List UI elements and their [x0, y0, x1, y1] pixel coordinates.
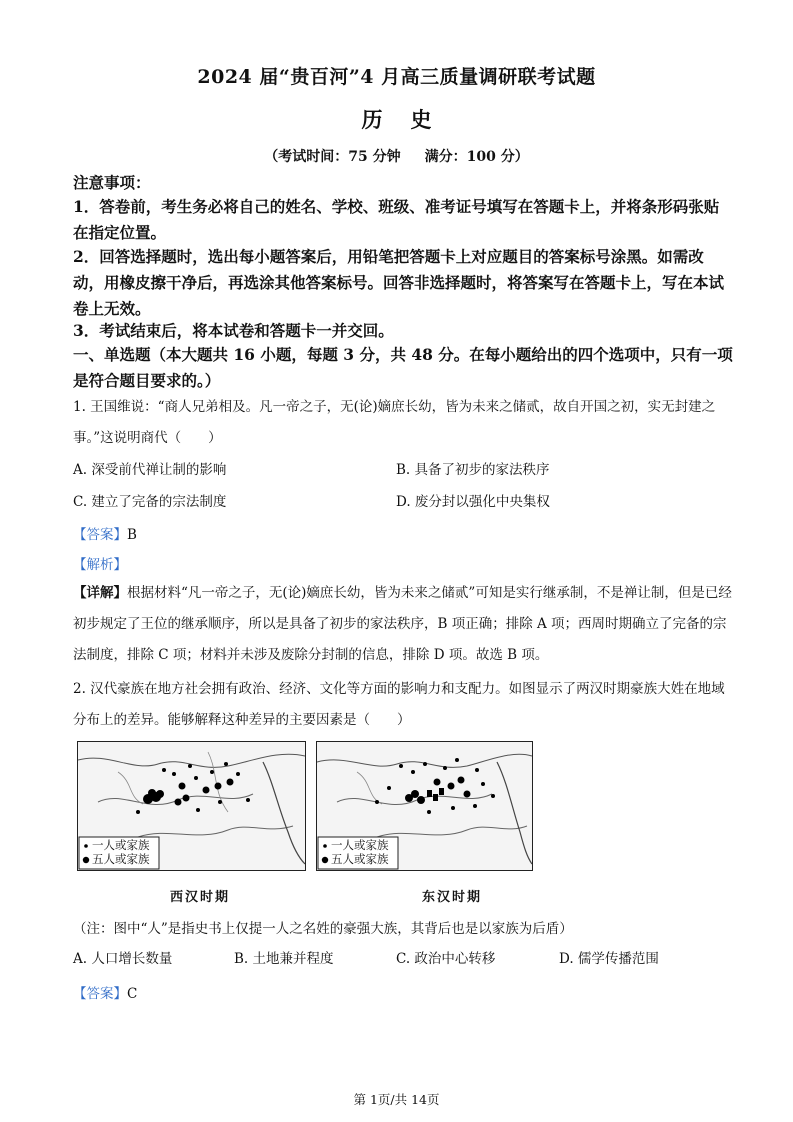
q2-option-d: D. 儒学传播范围 — [559, 951, 659, 967]
q2-option-c: C. 政治中心转移 — [396, 951, 496, 967]
q1-option-a: A. 深受前代禅让制的影响 — [73, 462, 227, 478]
q2-stem: 2. 汉代豪族在地方社会拥有政治、经济、文化等方面的影响力和支配力。如图显示了两汉时期豪族大姓在地域分布上的差异。能够解释这种差异的主要因素是（ ） — [73, 681, 725, 728]
map-west-legend — [92, 838, 150, 866]
map-west-caption: 西汉时期 — [170, 890, 231, 905]
map-eastern-han — [316, 741, 533, 871]
subject-char-2: 史 — [410, 107, 432, 132]
legend-five-persons: 五人或家族 — [92, 852, 150, 866]
legend-five-persons: 五人或家族 — [331, 852, 389, 866]
answer-label: 【答案】 — [73, 986, 127, 1002]
page-number: 第 1页/共 14页 — [353, 1092, 440, 1107]
subject-title — [0, 104, 793, 134]
notice-item-1: 1．答卷前，考生务必将自己的姓名、学校、班级、准考证号填写在答题卡上，并将条形码张贴在指定位置。 — [73, 197, 720, 242]
answer-label: 【答案】 — [73, 527, 127, 543]
detail-text: 根据材料“凡一帝之子，无(论)嫡庶长幼，皆为未来之储贰”可知是实行继承制，不是禅让制，但是已经初步规定了王位的继承顺序，所以是具备了初步的家法秩序，B 项正确；排除 A 项；西周时期确立了完备的宗法制度，排除 C 项；材料并未涉及废除分封制的信息，排除 D 项。故选 B 项。 — [73, 585, 732, 663]
map-east-caption: 东汉时期 — [422, 890, 483, 905]
answer-value: C — [127, 986, 138, 1002]
q1-detail — [73, 578, 733, 671]
q2-option-a: A. 人口增长数量 — [73, 951, 173, 967]
legend-one-person: 一人或家族 — [331, 838, 389, 852]
q1-analysis-label: 【解析】 — [73, 557, 127, 573]
notice-heading: 注意事项： — [73, 173, 151, 192]
exam-title: 2024 届“贵百河”4 月高三质量调研联考试题 — [197, 66, 596, 88]
detail-label: 【详解】 — [73, 585, 127, 601]
q1-option-d: D. 废分封以强化中央集权 — [396, 494, 550, 510]
exam-time: （考试时间：75 分钟 — [264, 149, 401, 165]
q2-option-b: B. 土地兼并程度 — [234, 951, 334, 967]
full-score: 满分：100 分） — [424, 149, 529, 165]
notice-item-2: 2．回答选择题时，选出每小题答案后，用铅笔把答题卡上对应题目的答案标号涂黑。如需改动，用橡皮擦干净后，再选涂其他答案标号。回答非选择题时，将答案写在答题卡上，写在本试卷上无效。 — [73, 247, 725, 318]
exam-meta — [0, 146, 793, 166]
answer-value: B — [127, 527, 137, 543]
q2-answer — [73, 982, 137, 1002]
map-western-han — [77, 741, 306, 871]
notice-item-3: 3．考试结束后，将本试卷和答题卡一并交回。 — [73, 321, 394, 340]
section-heading: 一、单选题（本大题共 16 小题，每题 3 分，共 48 分。在每小题给出的四个选项中，只有一项是符合题目要求的。） — [73, 345, 733, 390]
map-east-legend — [331, 838, 389, 866]
q2-note: （注：图中“人”是指史书上仅提一人之名姓的豪强大族，其背后也是以家族为后盾） — [73, 921, 573, 937]
q1-answer — [73, 523, 137, 543]
q1-stem: 1. 王国维说：“商人兄弟相及。凡一帝之子，无(论)嫡庶长幼，皆为未来之储贰，故自开国之初，实无封建之事。”这说明商代（ ） — [73, 399, 716, 446]
q1-option-c: C. 建立了完备的宗法制度 — [73, 494, 227, 510]
q1-option-b: B. 具备了初步的家法秩序 — [396, 462, 550, 478]
subject-char-1: 历 — [361, 107, 383, 132]
legend-one-person: 一人或家族 — [92, 838, 150, 852]
